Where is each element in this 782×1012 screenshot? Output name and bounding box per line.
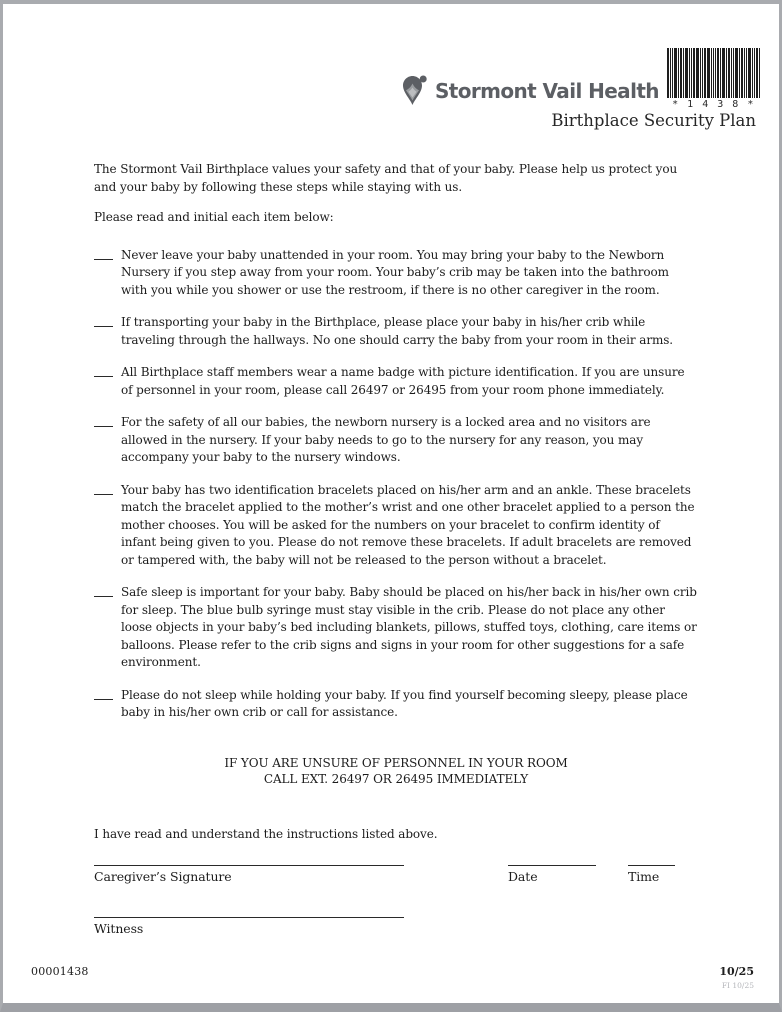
logo-wordmark: Stormont Vail Health [435,78,659,103]
initial-blank-line[interactable] [94,259,113,260]
initial-blank-line[interactable] [94,326,113,327]
list-item [94,364,698,399]
date-field [508,865,596,886]
list-item [94,314,698,349]
notice-line-2: CALL EXT. 26497 OR 26495 IMMEDIATELY [263,772,529,786]
initial-blank-line[interactable] [94,376,113,377]
list-item [94,584,698,672]
page-title: Birthplace Security Plan [551,111,756,130]
list-item [94,482,698,570]
intro-paragraph: The Stormont Vail Birthplace values your safety and that of your baby. Please help us protect you and your baby by following these steps while staying with us. [94,162,678,194]
time-label: Time [628,869,660,884]
signature-row [94,865,698,903]
list-item [94,687,698,722]
caregiver-signature-line[interactable] [94,865,404,866]
list-item [94,414,698,467]
initial-blank-line[interactable] [94,699,113,700]
acknowledgement-statement: I have read and understand the instructions listed above. [94,826,438,841]
witness-line[interactable] [94,917,404,918]
caregiver-signature-label: Caregiver’s Signature [94,869,232,884]
form-body [94,161,698,938]
witness-label: Witness [94,921,144,936]
caregiver-signature-field [94,865,404,886]
stormont-vail-logo [402,74,659,107]
list-item [94,247,698,300]
footer-revision-block [719,965,754,990]
witness-field [94,917,404,938]
form-number: 00001438 [31,965,89,978]
barcode [667,48,760,110]
barcode-bars-icon [667,48,760,98]
item-text: If transporting your baby in the Birthplace, please place your baby in his/her crib while traveling through the hallways. No one should carry the baby from your room in their arms. [121,315,674,347]
barcode-number: * 1 4 3 8 * [672,99,755,110]
emergency-notice [94,755,698,788]
revision-date: 10/25 [719,965,754,978]
logo-drop-icon [402,74,429,107]
time-field [628,865,675,886]
initial-blank-line[interactable] [94,494,113,495]
time-line[interactable] [628,865,675,866]
revision-code: FI 10/25 [721,981,754,990]
notice-line-1: IF YOU ARE UNSURE OF PERSONNEL IN YOUR ROOM [224,755,568,770]
initial-instruction: Please read and initial each item below: [94,210,334,224]
initial-blank-line[interactable] [94,426,113,427]
item-text: Never leave your baby unattended in your room. You may bring your baby to the Newborn Nursery if you step away from your room. Your baby’s crib may be taken into the bathroom with you while you shower or use the restroom, if there is no other caregiver in the room. [121,247,669,297]
date-line[interactable] [508,865,596,866]
initial-blank-line[interactable] [94,596,113,597]
date-label: Date [508,869,538,884]
item-text: For the safety of all our babies, the newborn nursery is a locked area and no visitors are allowed in the nursery. If your baby needs to go to the nursery for any reason, you may accompany your baby to the nursery windows. [121,415,651,464]
item-text: Your baby has two identification bracelets placed on his/her arm and an ankle. These bracelets match the bracelet applied to the mother’s wrist and one other bracelet applied to a person the mother chooses. You will be asked for the numbers on your bracelet to confirm identity of infant being given to you. Please do not remove these bracelets. If adult bracelets are removed or tampered with, the baby will not be released to the person without a bracelet. [121,482,695,567]
item-text: All Birthplace staff members wear a name badge with picture identification. If you are unsure of personnel in your room, please call 26497 or 26495 from your room phone immediately. [121,365,685,397]
item-text: Safe sleep is important for your baby. Baby should be placed on his/her back in his/her own crib for sleep. The blue bulb syringe must stay visible in the crib. Please do not place any other loose objects in your baby’s bed including blankets, pillows, stuffed toys, clothing, care items or balloons. Please refer to the crib signs and signs in your room for other suggestions for a safe environment. [121,585,697,669]
item-text: Please do not sleep while holding your baby. If you find yourself becoming sleepy, please place baby in his/her own crib or call for assistance. [121,687,688,719]
